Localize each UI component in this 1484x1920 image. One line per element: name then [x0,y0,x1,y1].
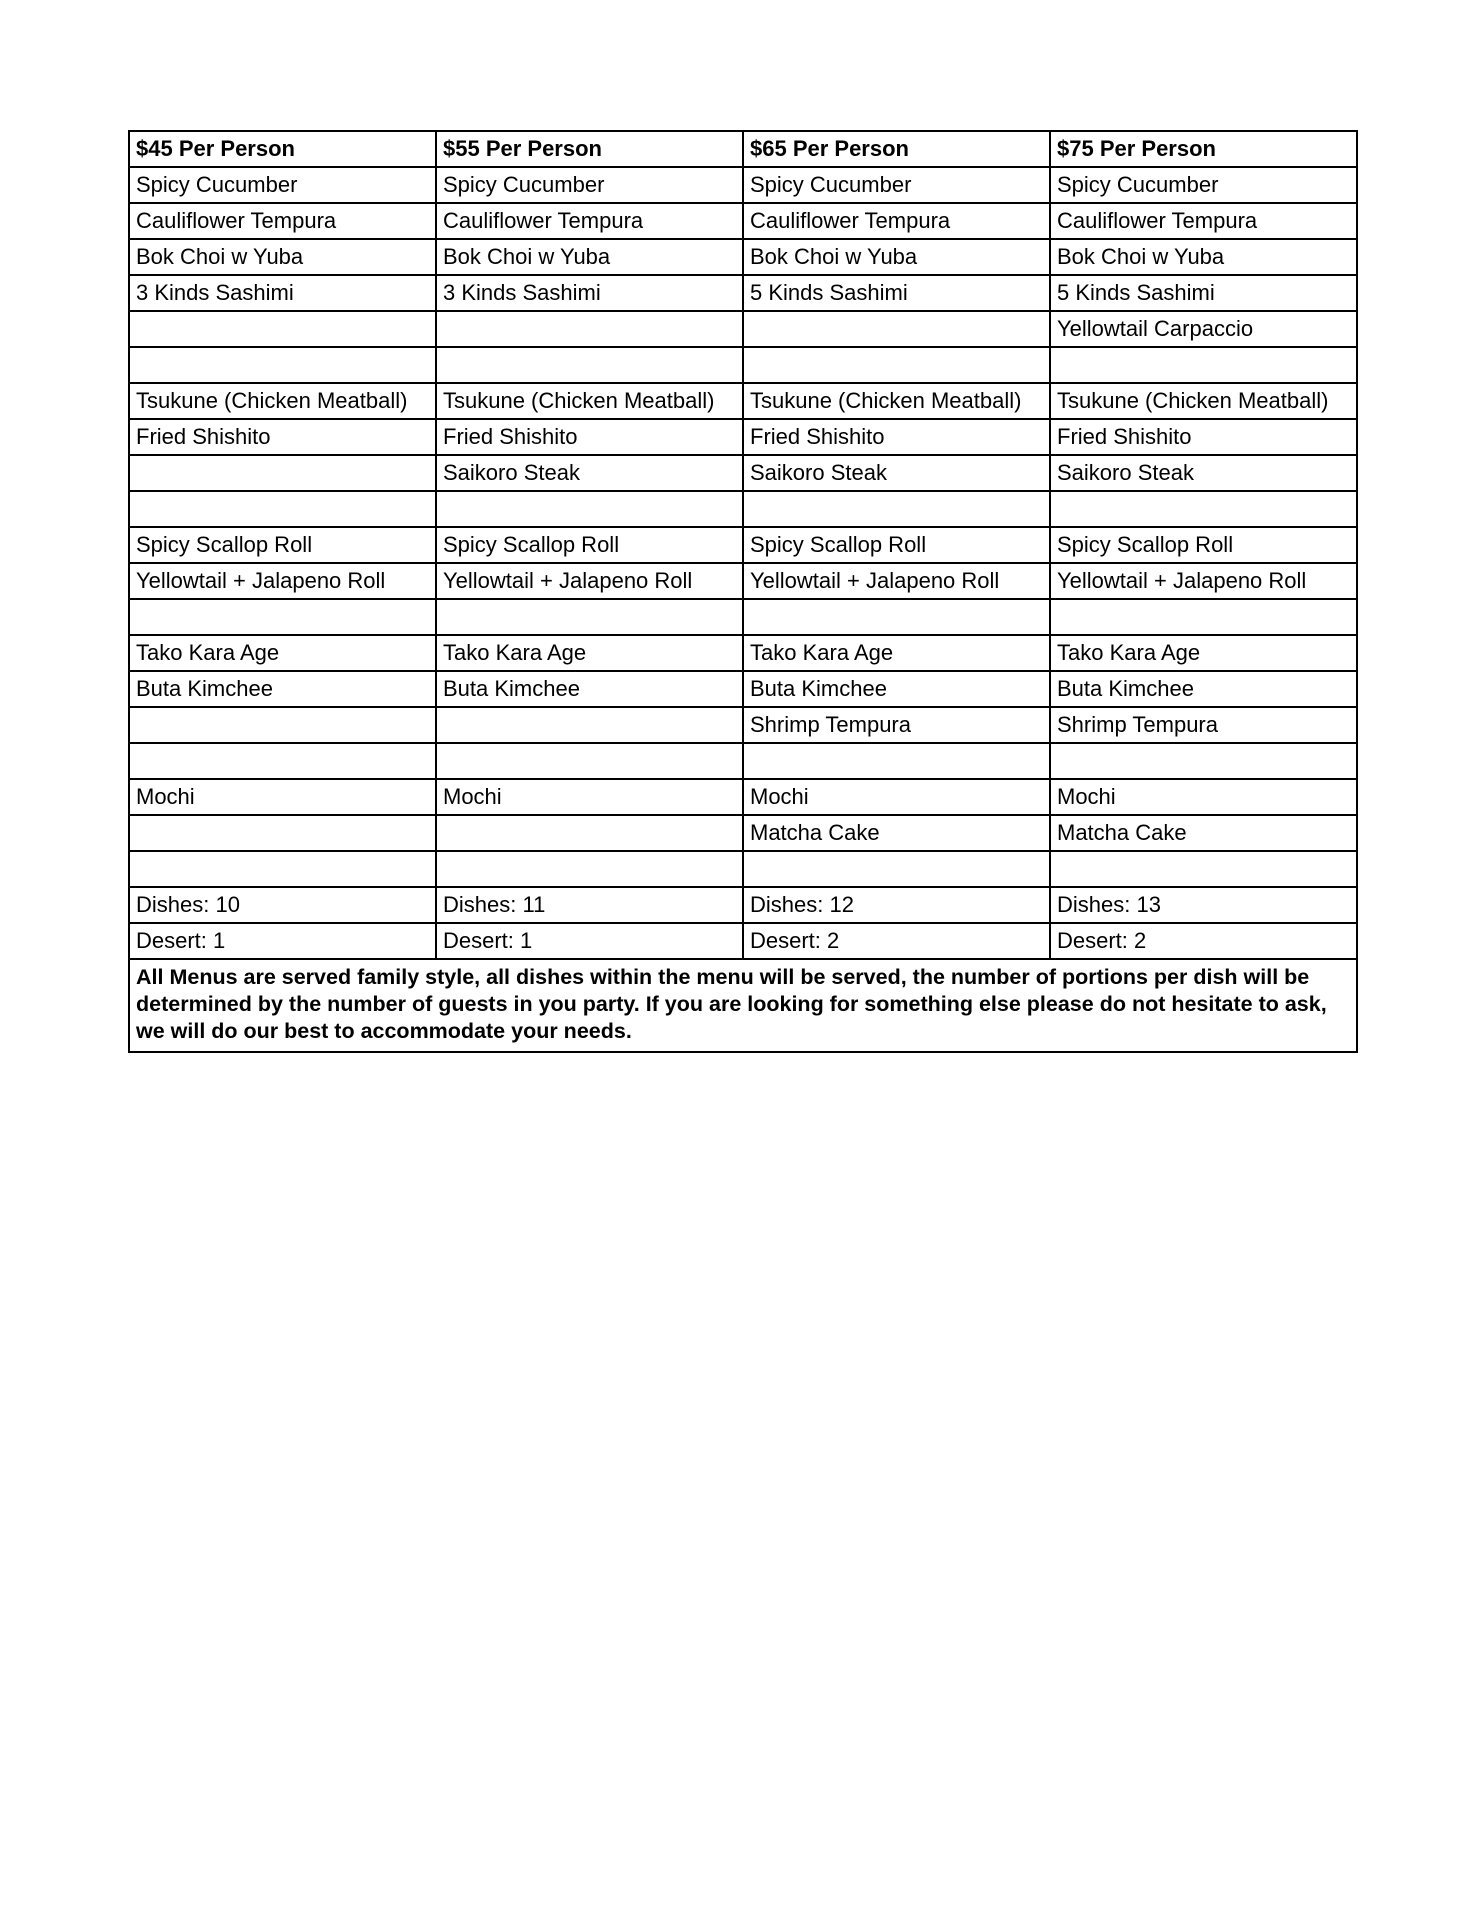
menu-cell [129,347,436,383]
menu-cell: 3 Kinds Sashimi [436,275,743,311]
menu-cell: Dishes: 10 [129,887,436,923]
menu-cell: Saikoro Steak [1050,455,1357,491]
note-row [129,959,1357,1052]
menu-cell [743,347,1050,383]
menu-cell: Tako Kara Age [436,635,743,671]
menu-cell [436,599,743,635]
menu-cell: Yellowtail + Jalapeno Roll [129,563,436,599]
menu-cell: Tsukune (Chicken Meatball) [743,383,1050,419]
price-tier-header: $45 Per Person [129,131,436,167]
menu-cell [1050,743,1357,779]
menu-cell: Mochi [436,779,743,815]
menu-cell [129,707,436,743]
table-row [129,707,1357,743]
menu-cell: Matcha Cake [1050,815,1357,851]
menu-cell: Spicy Cucumber [129,167,436,203]
menu-cell: Spicy Cucumber [743,167,1050,203]
menu-cell: Bok Choi w Yuba [129,239,436,275]
menu-cell: Tako Kara Age [1050,635,1357,671]
menu-cell [743,743,1050,779]
menu-cell: Shrimp Tempura [743,707,1050,743]
menu-cell: Saikoro Steak [436,455,743,491]
menu-cell: Buta Kimchee [129,671,436,707]
menu-cell [436,491,743,527]
menu-cell: Fried Shishito [1050,419,1357,455]
menu-cell [436,347,743,383]
menu-cell: Spicy Cucumber [1050,167,1357,203]
menu-cell: Cauliflower Tempura [1050,203,1357,239]
menu-cell [1050,851,1357,887]
menu-cell [436,743,743,779]
menu-cell [129,851,436,887]
menu-cell [129,599,436,635]
table-row [129,419,1357,455]
menu-cell: 5 Kinds Sashimi [743,275,1050,311]
menu-cell: Shrimp Tempura [1050,707,1357,743]
table-row [129,887,1357,923]
menu-cell: Spicy Scallop Roll [436,527,743,563]
menu-cell: Mochi [129,779,436,815]
price-tier-header: $65 Per Person [743,131,1050,167]
menu-cell: Cauliflower Tempura [129,203,436,239]
menu-cell: Bok Choi w Yuba [743,239,1050,275]
menu-cell: Fried Shishito [129,419,436,455]
menu-cell [743,491,1050,527]
menu-cell: Matcha Cake [743,815,1050,851]
menu-cell: 3 Kinds Sashimi [129,275,436,311]
table-row [129,383,1357,419]
menu-cell: Bok Choi w Yuba [436,239,743,275]
menu-cell [743,311,1050,347]
menu-cell [743,851,1050,887]
menu-cell: Yellowtail + Jalapeno Roll [1050,563,1357,599]
menu-cell: Tsukune (Chicken Meatball) [436,383,743,419]
menu-cell: Buta Kimchee [1050,671,1357,707]
table-row [129,851,1357,887]
menu-cell [436,851,743,887]
table-row [129,635,1357,671]
table-row [129,671,1357,707]
menu-cell [436,815,743,851]
menu-cell [129,815,436,851]
menu-cell: Bok Choi w Yuba [1050,239,1357,275]
menu-cell: Spicy Scallop Roll [129,527,436,563]
menu-cell: Dishes: 13 [1050,887,1357,923]
table-row [129,203,1357,239]
menu-cell: Dishes: 12 [743,887,1050,923]
menu-cell: Dishes: 11 [436,887,743,923]
menu-cell [129,491,436,527]
table-row [129,779,1357,815]
menu-cell [743,599,1050,635]
menu-cell: Spicy Scallop Roll [1050,527,1357,563]
header-row [129,131,1357,167]
menu-note: All Menus are served family style, all dishes within the menu will be served, the number of portions per dish will be determined by the number of guests in you party. If you are looking for something else please do not hesitate to ask, we will do our best to accommodate your needs. [129,959,1357,1052]
menu-cell [129,311,436,347]
menu-cell: Mochi [743,779,1050,815]
table-row [129,239,1357,275]
menu-cell [1050,491,1357,527]
menu-cell: Mochi [1050,779,1357,815]
table-row [129,815,1357,851]
price-tier-header: $55 Per Person [436,131,743,167]
menu-cell: Tako Kara Age [743,635,1050,671]
table-row [129,563,1357,599]
menu-table [128,130,1358,1053]
menu-cell: Desert: 2 [743,923,1050,959]
table-row [129,311,1357,347]
menu-cell: Tako Kara Age [129,635,436,671]
menu-cell: Fried Shishito [743,419,1050,455]
menu-cell: Tsukune (Chicken Meatball) [1050,383,1357,419]
menu-cell: Cauliflower Tempura [436,203,743,239]
table-row [129,599,1357,635]
menu-cell [436,311,743,347]
table-row [129,923,1357,959]
table-row [129,275,1357,311]
menu-cell [436,707,743,743]
menu-cell: Yellowtail + Jalapeno Roll [436,563,743,599]
menu-cell: Spicy Cucumber [436,167,743,203]
menu-cell: 5 Kinds Sashimi [1050,275,1357,311]
price-tier-header: $75 Per Person [1050,131,1357,167]
menu-cell [1050,599,1357,635]
menu-cell: Tsukune (Chicken Meatball) [129,383,436,419]
menu-cell: Desert: 1 [129,923,436,959]
table-row [129,167,1357,203]
menu-cell: Desert: 1 [436,923,743,959]
table-row [129,347,1357,383]
menu-cell: Desert: 2 [1050,923,1357,959]
table-row [129,455,1357,491]
menu-cell: Buta Kimchee [743,671,1050,707]
menu-cell [129,743,436,779]
table-row [129,527,1357,563]
table-row [129,491,1357,527]
menu-cell [129,455,436,491]
table-row [129,743,1357,779]
menu-cell: Cauliflower Tempura [743,203,1050,239]
menu-cell: Yellowtail + Jalapeno Roll [743,563,1050,599]
menu-cell [1050,347,1357,383]
menu-cell: Buta Kimchee [436,671,743,707]
menu-cell: Saikoro Steak [743,455,1050,491]
menu-cell: Spicy Scallop Roll [743,527,1050,563]
menu-cell: Yellowtail Carpaccio [1050,311,1357,347]
menu-cell: Fried Shishito [436,419,743,455]
